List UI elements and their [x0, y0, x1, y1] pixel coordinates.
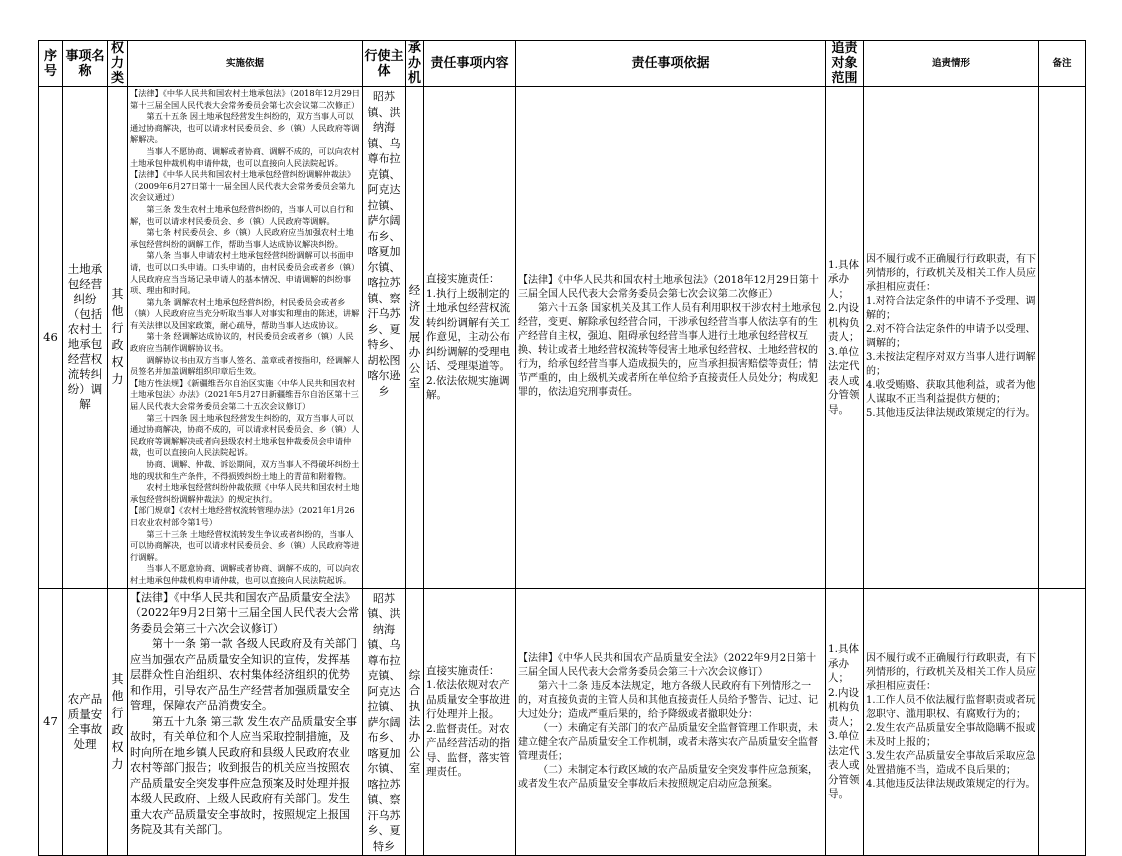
- basis-line: 【法律】《中华人民共和国农村土地承包法》（2018年12月29日第十三届全国人民代表大会常务委员会第七次会议第二次修正）: [130, 88, 360, 110]
- basis-line: 第九条 调解农村土地承包经营纠纷，村民委员会或者乡（镇）人民政府应当充分听取当事人对事实和理由的陈述，讲解有关法律以及国家政策，耐心疏导，帮助当事人达成协议。: [130, 296, 360, 330]
- basis-line: 第十一条 第一款 各级人民政府及有关部门应当加强农产品质量安全知识的宣传，发挥基层群众性自治组织、农村集体经济组织的优势和作用，引导农产品生产经营者加强质量安全管理，保障农产品消费安全。: [130, 637, 357, 713]
- cell-org: 经济发展办公室: [406, 87, 424, 589]
- situation-line: 因不履行或不正确履行行政职责，有下列情形的，行政机关及相关工作人员应承担相应责任：: [866, 652, 1036, 692]
- content-line: 2.监督责任。对农产品经营活动的指导、监督，落实管理责任。: [426, 722, 510, 779]
- situation-line: 4.其他违反法律法规政策规定的行为。: [866, 778, 1036, 790]
- cell-name: 农产品质量安全事故处理: [63, 588, 108, 856]
- resp-line: （一）未确定有关部门的农产品质量安全监督管理工作职责，未建立健全农产品质量安全工作机制，或者未落实农产品质量安全监督管理责任；: [518, 722, 818, 762]
- basis-line: 当事人不愿意协商、调解或者协商、调解不成的，可以向农村土地承包仲裁机构申请仲裁，也可以直接向人民法院起诉。: [130, 563, 360, 585]
- basis-line: 第三十四条 因土地承包经营发生纠纷的，双方当事人可以通过协商解决，协商不成的，可以请求村民委员会、乡（镇）人民政府等调解解决或者向县级农村土地承包仲裁委员会申请仲裁，也可以直接向人民法院起诉。: [130, 412, 360, 458]
- cell-target: [826, 87, 864, 589]
- cell-subject: 昭苏镇、洪纳海镇、乌尊布拉克镇、阿克达拉镇、萨尔阔布乡、喀夏加尔镇、喀拉苏镇、察汗乌苏乡、夏特乡: [363, 588, 406, 856]
- cell-seq: 46: [39, 87, 63, 589]
- basis-line: 当事人不愿协商、调解或者协商、调解不成的，可以向农村土地承包仲裁机构申请仲裁，也可以直接向人民法院起诉。: [130, 145, 360, 168]
- target-line: 3.单位法定代表人或分管领导。: [828, 730, 860, 801]
- situation-line: 2.对不符合法定条件的申请予以受理、调解的；: [866, 324, 1036, 350]
- cell-content: [424, 588, 516, 856]
- situation-line: 5.其他违反法律法规政策规定的行为。: [866, 408, 1036, 420]
- situation-line: 2.发生农产品质量安全事故隐瞒不报或未及时上报的；: [866, 722, 1036, 748]
- cell-target: [826, 588, 864, 856]
- cell-seq: 47: [39, 588, 63, 856]
- resp-line: 第六十二条 违反本法规定，地方各级人民政府有下列情形之一的，对直接负责的主管人员和其他直接责任人员给予警告、记过、记大过处分；造成严重后果的，给予降级或者撤职处分：: [518, 680, 818, 720]
- content-line: 直接实施责任：: [426, 273, 500, 286]
- cell-type: 其他行政权力: [108, 87, 128, 589]
- cell-name: 土地承包经营纠纷（包括农村土地承包经营权流转纠纷）调解: [63, 87, 108, 589]
- header-row: [39, 41, 1086, 87]
- responsibility-table-page: [38, 40, 1085, 856]
- header-resp-basis: 责任事项依据: [516, 41, 826, 87]
- target-line: 3.单位法定代表人或分管领导。: [828, 345, 860, 416]
- basis-line: 第五十五条 因土地承包经营发生纠纷的，双方当事人可以通过协商解决，也可以请求村民委员会、乡（镇）人民政府等调解解决。: [130, 111, 360, 145]
- content-line: 1.依法依规对农产品质量安全事故进行处理并上报。: [426, 679, 510, 721]
- situation-line: 3.未按法定程序对双方当事人进行调解的；: [866, 352, 1036, 378]
- basis-line: 第五十九条 第三款 发生农产品质量安全事故时，有关单位和个人应当采取控制措施，及时向所在地乡镇人民政府和县级人民政府农业农村等部门报告；收到报告的机关应当按照农产品质量安全突发事件应急预案及时处理并报本级人民政府、上级人民政府有关部门。发生重大农产品质量安全事故时，按照规定上报国务院及其有关部门。: [130, 714, 357, 837]
- cell-situation: [864, 588, 1039, 856]
- basis-line: 【法律】《中华人民共和国农村土地承包经营纠纷调解仲裁法》（2009年6月27日第十一届全国人民代表大会常务委员会第九次会议通过）: [130, 169, 356, 203]
- header-situation: 追责情形: [864, 41, 1039, 87]
- header-target: 追责对象范围: [826, 41, 864, 87]
- cell-resp-basis: [516, 588, 826, 856]
- cell-subject: 昭苏镇、洪纳海镇、乌尊布拉克镇、阿克达拉镇、萨尔阔布乡、喀夏加尔镇、喀拉苏镇、察汗乌苏乡、夏特乡、胡松图喀尔逊乡: [363, 87, 406, 589]
- table-row: [39, 87, 1086, 589]
- cell-situation: [864, 87, 1039, 589]
- content-line: 2.依法依规实施调解。: [426, 374, 510, 402]
- situation-line: 1.对符合法定条件的申请不予受理、调解的；: [866, 296, 1036, 322]
- basis-line: 【地方性法规】《新疆维吾尔自治区实施〈中华人民共和国农村土地承包法〉办法》（2021年5月27日新疆维吾尔自治区第十三届人民代表大会常务委员会第二十五次会议修订）: [130, 377, 359, 412]
- resp-line: 【法律】《中华人民共和国农产品质量安全法》（2022年9月2日第十三届全国人民代表大会常务委员会第三十六次会议修订）: [518, 652, 817, 678]
- cell-remark: [1039, 87, 1086, 589]
- cell-basis: [128, 87, 363, 589]
- resp-line: 【法律】《中华人民共和国农村土地承包法》（2018年12月29日第十三届全国人民代表大会常务委员会第七次会议第二次修正）: [518, 275, 819, 301]
- basis-line: 第三条 发生农村土地承包经营纠纷的，当事人可以自行和解，也可以请求村民委员会、乡（镇）人民政府等调解。: [130, 203, 354, 226]
- basis-line: 【法律】《中华人民共和国农产品质量安全法》（2022年9月2日第十三届全国人民代表大会常务委员会第三十六次会议修订）: [130, 590, 359, 635]
- basis-line: 第八条 当事人申请农村土地承包经营纠纷调解可以书面申请，也可以口头申请。口头申请的，由村民委员会或者乡（镇）人民政府应当当场记录申请人的基本情况、申请调解的纠纷事项、理由和时间。: [130, 250, 360, 296]
- situation-line: 1.工作人员不依法履行监督职责或者玩忽职守、滥用职权、有腐败行为的；: [866, 694, 1036, 720]
- header-content: 责任事项内容: [424, 41, 516, 87]
- header-subject: 行使主体: [363, 41, 406, 87]
- cell-content: [424, 87, 516, 589]
- cell-resp-basis: [516, 87, 826, 589]
- target-line: 2.内设机构负责人；: [828, 686, 860, 728]
- header-seq: 序号: [39, 41, 63, 87]
- situation-line: 因不履行或不正确履行行政职责，有下列情形的，行政机关及相关工作人员应承担相应责任：: [866, 254, 1036, 294]
- content-line: 1.执行上级制定的土地承包经营权流转纠纷调解有关工作意见，主动公布纠纷调解的受理电话、受理渠道等。: [426, 287, 510, 373]
- header-org: 承办机: [406, 41, 424, 87]
- basis-line: 调解协议书由双方当事人签名、盖章或者按指印，经调解人员签名并加盖调解组织印章后生效。: [130, 354, 360, 377]
- header-remark: 备注: [1039, 41, 1086, 87]
- basis-line: 协商、调解、仲裁、诉讼期间，双方当事人不得破坏纠纷土地的现状和生产条件，不得损毁纠纷土地上的青苗和附着物。: [130, 459, 360, 481]
- basis-line: 【部门规章】《农村土地经营权流转管理办法》（2021年1月26日农业农村部令第1号）: [130, 505, 355, 527]
- resp-line: 第六十五条 国家机关及其工作人员有利用职权干涉农村土地承包经营，变更、解除承包经营合同，干涉承包经营当事人依法享有的生产经营自主权，强迫、阻碍承包经营当事人进行土地承包经营权互换、转让或者土地经营权流转等侵害土地承包经营权、土地经营权的行为，给承包经营当事人造成损失的，应当承担损害赔偿等责任；情节严重的，由上级机关或者所在单位给予直接责任人员处分；构成犯罪的，依法追究刑事责任。: [518, 303, 822, 399]
- situation-line: 3.发生农产品质量安全事故后采取应急处置措施不当，造成不良后果的；: [866, 750, 1036, 776]
- cell-type: 其他行政权力: [108, 588, 128, 856]
- header-type: 权力类: [108, 41, 128, 87]
- target-line: 2.内设机构负责人；: [828, 302, 860, 344]
- header-basis: 实施依据: [128, 41, 363, 87]
- table-row: [39, 588, 1086, 856]
- cell-remark: [1039, 588, 1086, 856]
- basis-line: 第三十三条 土地经营权流转发生争议或者纠纷的，当事人可以协商解决，也可以请求村民委员会、乡（镇）人民政府等进行调解。: [130, 528, 360, 562]
- header-name: 事项名称: [63, 41, 108, 87]
- target-line: 1.具体承办人；: [828, 258, 860, 300]
- cell-basis: [128, 588, 363, 856]
- cell-org: 综合执法办公室: [406, 588, 424, 856]
- target-line: 1.具体承办人；: [828, 643, 860, 685]
- situation-line: 4.收受贿赂、获取其他利益，或者为他人谋取不正当利益提供方便的；: [866, 380, 1036, 406]
- basis-line: 第七条 村民委员会、乡（镇）人民政府应当加强农村土地承包经营纠纷的调解工作，帮助当事人达成协议解决纠纷。: [130, 227, 354, 249]
- basis-line: 农村土地承包经营纠纷仲裁依照《中华人民共和国农村土地承包经营纠纷调解仲裁法》的规定执行。: [130, 482, 360, 504]
- responsibility-table: [38, 40, 1086, 856]
- basis-line: 第十条 经调解达成协议的，村民委员会或者乡（镇）人民政府应当制作调解协议书。: [130, 331, 354, 354]
- resp-line: （二）未制定本行政区域的农产品质量安全突发事件应急预案，或者发生农产品质量安全事故后未按照规定启动应急预案。: [518, 764, 818, 790]
- content-line: 直接实施责任：: [426, 664, 500, 677]
